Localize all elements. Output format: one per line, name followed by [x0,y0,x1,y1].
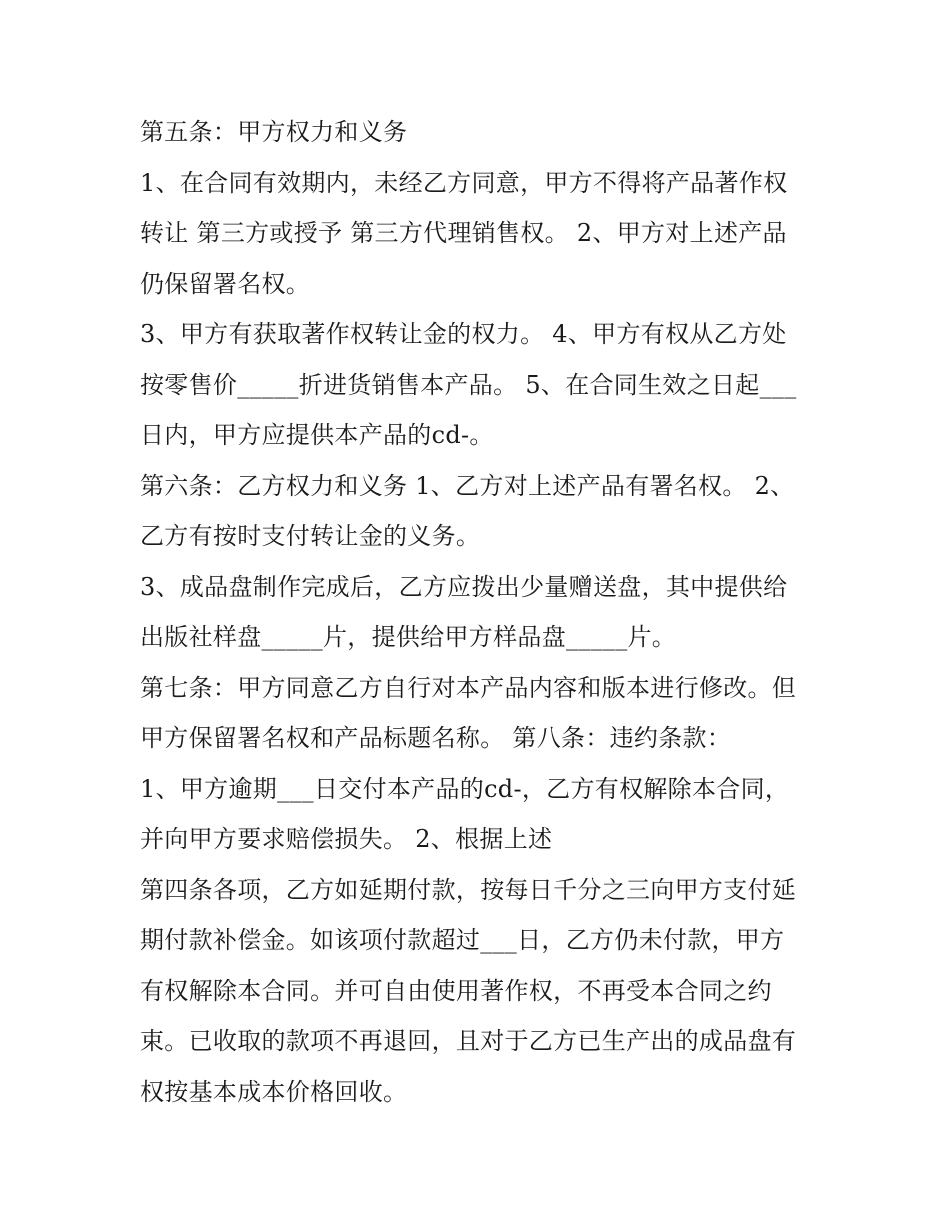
text-line: 1、在合同有效期内，未经乙方同意，甲方不得将产品著作权 [140,168,788,197]
text-line: 3、甲方有获取著作权转让金的权力。 4、甲方有权从乙方处 [140,320,787,348]
text-line: 乙方有按时支付转让金的义务。 [140,522,481,550]
text-line: 1、甲方逾期___日交付本产品的cd-，乙方有权解除本合同， [140,774,790,803]
text-line: 转让 第三方或授予 第三方代理销售权。 2、甲方对上述产品 [140,219,787,247]
text-line: 甲方保留署名权和产品标题名称。 第八条：违约条款： [140,724,732,752]
text-line: 日内，甲方应提供本产品的cd-。 [140,421,494,449]
text-line: 并向甲方要求赔偿损失。 2、根据上述 [140,825,553,853]
text-line: 仍保留署名权。 [140,269,311,298]
text-line: 权按基本成本价格回收。 [140,1077,408,1106]
text-line: 第四条各项，乙方如延期付款，按每日千分之三向甲方支付延 [140,875,797,904]
text-line: 期付款补偿金。如该项付款超过___日，乙方仍未付款，甲方 [140,926,785,954]
document-body [140,107,830,1117]
text-line: 束。已收取的款项不再退回，且对于乙方已生产出的成品盘有 [140,1027,797,1055]
heading-article-5: 第五条：甲方权力和义务 [140,118,408,146]
heading-article-6: 第六条：乙方权力和义务 1、乙方对上述产品有署名权。 2、 [140,471,795,500]
text-line: 出版社样盘_____片，提供给甲方样品盘_____片。 [140,623,677,651]
heading-article-7: 第七条：甲方同意乙方自行对本产品内容和版本进行修改。但 [140,673,797,702]
text-line: 有权解除本合同。并可自由使用著作权，不再受本合同之约 [140,976,772,1005]
text-line: 3、成品盘制作完成后，乙方应拨出少量赠送盘，其中提供给 [140,572,788,601]
text-line: 按零售价_____折进货销售本产品。 5、在合同生效之日起___ [140,370,797,399]
